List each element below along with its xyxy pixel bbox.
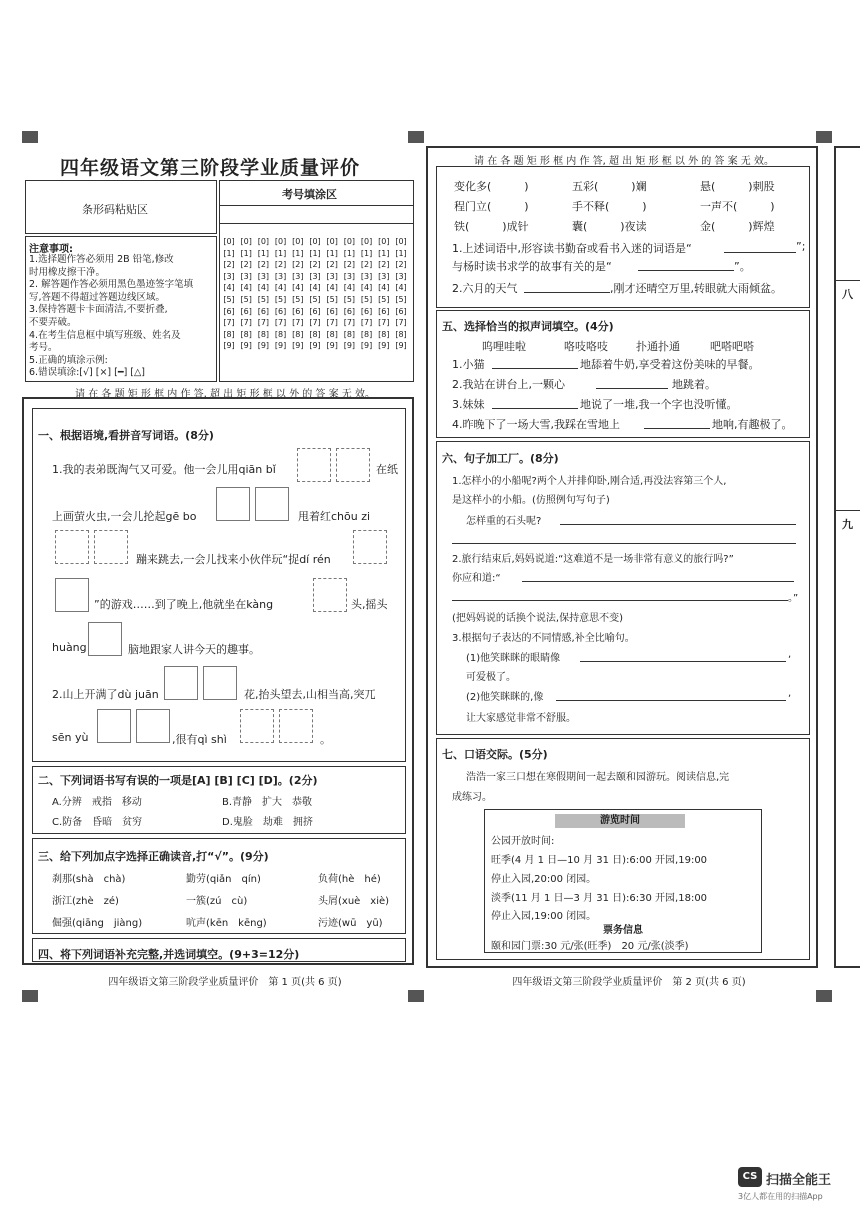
digit-bubble[interactable]: [8] <box>343 329 356 339</box>
q4-sentence: ,刚才还晴空万里,转眼就大雨倾盆。 <box>610 282 782 295</box>
idiom-blank[interactable]: 五彩( )斓 <box>572 180 647 193</box>
q5-sentence: 地响,有趣极了。 <box>712 418 793 431</box>
digit-bubble[interactable]: [3] <box>240 271 252 281</box>
digit-column <box>291 236 305 352</box>
answer-line[interactable] <box>580 661 786 662</box>
idiom-blank[interactable]: 铁( )成针 <box>454 220 529 233</box>
digit-bubble[interactable]: [4] <box>292 283 304 293</box>
digit-column <box>239 236 253 352</box>
digit-column <box>308 236 322 352</box>
note-line: 3.保持答题卡卡面清洁,不要折叠, <box>29 304 168 316</box>
digit-bubble[interactable]: [2] <box>292 260 304 270</box>
digit-bubble[interactable]: [9] <box>326 341 338 351</box>
digit-bubble[interactable]: [2] <box>378 260 390 270</box>
digit-bubble[interactable]: [9] <box>343 341 356 351</box>
q5-title: 五、选择恰当的拟声词填空。(4分) <box>442 320 614 333</box>
digit-column <box>360 236 374 352</box>
digit-bubble[interactable]: [9] <box>395 341 407 351</box>
digit-bubble[interactable]: [4] <box>326 283 338 293</box>
note-line: 考号。 <box>29 342 58 354</box>
answer-box[interactable] <box>203 666 237 700</box>
digit-bubble[interactable]: [2] <box>326 260 338 270</box>
digit-bubble[interactable]: [9] <box>240 341 252 351</box>
answer-box[interactable] <box>94 530 128 564</box>
idiom-blank[interactable]: 程门立( ) <box>454 200 529 213</box>
notes-title: 注意事项: <box>29 244 73 255</box>
digit-bubble[interactable]: [6] <box>326 306 338 316</box>
q7-title: 七、口语交际。(5分) <box>442 748 548 761</box>
idiom-blank[interactable]: 金( )辉煌 <box>700 220 775 233</box>
digit-bubble[interactable]: [8] <box>223 329 235 339</box>
digit-bubble[interactable]: [5] <box>326 294 338 304</box>
park-info-line: 停止入园,19:00 闭园。 <box>491 911 597 922</box>
page-title: 四年级语文第三阶段学业质量评价 <box>60 157 361 179</box>
answer-line[interactable] <box>522 581 794 582</box>
digit-bubble[interactable]: [6] <box>360 306 373 316</box>
digit-column <box>256 236 270 352</box>
q6-sentence: (2)他笑眯眯的,像 <box>466 692 544 703</box>
digit-bubble[interactable]: [0] <box>274 237 287 246</box>
digit-bubble[interactable]: [5] <box>343 294 356 304</box>
answer-box[interactable] <box>164 666 198 700</box>
digit-bubble[interactable]: [3] <box>274 271 287 281</box>
digit-bubble[interactable]: [7] <box>378 318 390 328</box>
digit-bubble[interactable]: [1] <box>395 248 407 258</box>
digit-bubble[interactable]: [4] <box>343 283 356 293</box>
answer-line[interactable] <box>556 700 786 701</box>
q4-sentence: 2.六月的天气 <box>452 282 518 295</box>
answer-box[interactable] <box>279 709 313 743</box>
q6-sentence: 怎样重的石头呢? <box>466 516 542 527</box>
answer-box[interactable] <box>297 448 331 482</box>
park-info-line: 公园开放时间: <box>491 836 555 847</box>
digit-bubble[interactable]: [4] <box>395 283 407 293</box>
q1-text: 上画萤火虫,一会儿抡起gē bo <box>52 510 197 523</box>
page-footer: 四年级语文第三阶段学业质量评价 第 2 页(共 6 页) <box>512 977 746 988</box>
digit-bubble[interactable]: [8] <box>309 329 321 339</box>
answer-box[interactable] <box>97 709 131 743</box>
digit-bubble[interactable]: [2] <box>309 260 321 270</box>
answer-line[interactable] <box>560 524 796 525</box>
q6-sentence: 可爱极了。 <box>466 672 516 683</box>
digit-bubble[interactable]: [6] <box>292 306 304 316</box>
digit-bubble[interactable]: [4] <box>274 283 287 293</box>
q1-text: 甩着红chōu zi <box>298 510 371 523</box>
q1-text: 。 <box>320 733 331 746</box>
digit-bubble[interactable]: [0] <box>257 237 270 246</box>
pronunciation-item[interactable]: 浙江(zhè zé) <box>52 896 119 907</box>
q5-sentence: 3.妹妹 <box>452 398 485 411</box>
digit-bubble[interactable]: [8] <box>292 329 304 339</box>
visit-time-heading: 游览时间 <box>555 814 685 828</box>
answer-box[interactable] <box>88 622 122 656</box>
digit-column <box>342 236 356 352</box>
section-9-label: 九 <box>842 518 853 531</box>
digit-bubble[interactable]: [5] <box>395 294 407 304</box>
digit-bubble[interactable]: [9] <box>257 341 270 351</box>
park-info-line: 停止入园,20:00 闭园。 <box>491 874 597 885</box>
digit-bubble[interactable]: [0] <box>378 237 390 246</box>
answer-box[interactable] <box>336 448 370 482</box>
digit-bubble[interactable]: [7] <box>309 318 321 328</box>
answer-line[interactable] <box>492 408 578 409</box>
q1-text: sēn yù <box>52 731 89 744</box>
answer-box[interactable] <box>136 709 170 743</box>
digit-bubble[interactable]: [9] <box>274 341 287 351</box>
digit-bubble[interactable]: [3] <box>343 271 356 281</box>
digit-bubble[interactable]: [6] <box>395 306 407 316</box>
digit-bubble[interactable]: [1] <box>360 248 373 258</box>
answer-box[interactable] <box>353 530 387 564</box>
answer-box[interactable] <box>55 530 89 564</box>
digit-bubble[interactable]: [1] <box>326 248 338 258</box>
pronunciation-item[interactable]: 污迹(wū yū) <box>318 918 383 929</box>
pronunciation-item[interactable]: 负荷(hè hé) <box>318 874 381 885</box>
digit-bubble[interactable]: [4] <box>223 283 235 293</box>
answer-line[interactable] <box>724 252 796 253</box>
q1-text: 蹦来跳去,一会儿找来小伙伴玩“捉dí rén <box>136 553 331 566</box>
q6-sentence: 是这样小的小船。(仿照例句写句子) <box>452 495 610 506</box>
idiom-blank[interactable]: 悬( )刺股 <box>700 180 775 193</box>
registration-mark <box>22 990 38 1002</box>
answer-line[interactable] <box>638 270 734 271</box>
q4-sentence: ”; <box>796 240 806 253</box>
digit-bubble[interactable]: [6] <box>378 306 390 316</box>
onomatopoeia-option: 吧嗒吧嗒 <box>710 340 754 353</box>
digit-bubble[interactable]: [0] <box>326 237 338 246</box>
digit-bubble[interactable]: [0] <box>292 237 304 246</box>
onomatopoeia-option: 扑通扑通 <box>636 340 680 353</box>
q5-sentence: 1.小猫 <box>452 358 485 371</box>
q3-title: 三、给下列加点字选择正确读音,打“√”。(9分) <box>38 850 269 863</box>
note-line: 4.在考生信息框中填写班级、姓名及 <box>29 329 181 341</box>
note-line: 写,答题不得超过答题边线区域。 <box>29 291 166 303</box>
q2-option-a: A.分辨 戒指 移动 <box>52 797 142 808</box>
digit-bubble[interactable]: [5] <box>240 294 252 304</box>
park-info-card <box>484 809 762 953</box>
idiom-blank[interactable]: 囊( )夜读 <box>572 220 647 233</box>
q1-text: 脑地跟家人讲今天的趣事。 <box>128 643 260 656</box>
digit-bubble[interactable]: [7] <box>343 318 356 328</box>
digit-bubble[interactable]: [8] <box>395 329 407 339</box>
digit-bubble[interactable]: [2] <box>360 260 373 270</box>
section-8-label: 八 <box>842 288 853 301</box>
q1-title: 一、根据语境,看拼音写词语。(8分) <box>38 429 214 442</box>
digit-bubble[interactable]: [5] <box>223 294 235 304</box>
barcode-area <box>25 180 217 234</box>
q4-title: 四、将下列词语补充完整,并选词填空。(9+3=12分) <box>38 948 300 961</box>
q1-text: ,很有qì shì <box>172 733 227 746</box>
pronunciation-item[interactable]: 一簇(zú cù) <box>186 896 248 907</box>
registration-mark <box>408 990 424 1002</box>
q2-option-c: C.防备 昏暗 贫穷 <box>52 817 143 828</box>
digit-bubble[interactable]: [4] <box>309 283 321 293</box>
digit-bubble[interactable]: [0] <box>223 237 235 246</box>
answer-line[interactable] <box>596 388 668 389</box>
digit-bubble[interactable]: [2] <box>223 260 235 270</box>
digit-bubble[interactable]: [1] <box>309 248 321 258</box>
watermark-name: 扫描全能王 <box>766 1173 832 1188</box>
registration-mark <box>816 990 832 1002</box>
page-footer: 四年级语文第三阶段学业质量评价 第 1 页(共 6 页) <box>108 977 342 988</box>
digit-bubble[interactable]: [1] <box>257 248 270 258</box>
q6-sentence: (1)他笑眯眯的眼睛像 <box>466 653 561 664</box>
q4-sentence: ”。 <box>734 260 751 273</box>
barcode-label: 条形码粘贴区 <box>82 203 148 216</box>
q6-sentence: , <box>788 688 792 699</box>
digit-bubble[interactable]: [7] <box>240 318 252 328</box>
digit-bubble[interactable]: [3] <box>257 271 270 281</box>
digit-bubble[interactable]: [2] <box>240 260 252 270</box>
note-line: 6.错误填涂:[√] [×] [━] [△] <box>29 367 146 379</box>
park-info-line: 颐和园门票:30 元/张(旺季) 20 元/张(淡季) <box>491 941 689 952</box>
q1-text: 1.我的表弟既淘气又可爱。他一会儿用qiān bǐ <box>52 463 276 476</box>
digit-bubble[interactable]: [5] <box>360 294 373 304</box>
digit-bubble[interactable]: [5] <box>378 294 390 304</box>
q4-sentence: 1.上述词语中,形容读书勤奋或看书入迷的词语是“ <box>452 242 692 255</box>
digit-bubble[interactable]: [2] <box>343 260 356 270</box>
q6-sentence: 你应和道:“ <box>452 573 501 584</box>
digit-column <box>222 236 236 352</box>
note-line: 1.选择题作答必须用 2B 铅笔,修改 <box>29 254 174 265</box>
ticket-heading: 票务信息 <box>603 925 643 936</box>
answer-box[interactable] <box>240 709 274 743</box>
q1-text: 花,抬头望去,山相当高,突兀 <box>244 688 376 701</box>
onomatopoeia-option: 呜哩哇啦 <box>482 340 526 353</box>
q6-sentence: 2.旅行结束后,妈妈说道:“这难道不是一场非常有意义的旅行吗?” <box>452 554 734 565</box>
q2-option-d: D.鬼脸 劫难 拥挤 <box>222 817 313 828</box>
pronunciation-item[interactable]: 刹那(shà chà) <box>52 874 126 885</box>
page3-edge <box>834 146 860 968</box>
digit-bubble[interactable]: [2] <box>274 260 287 270</box>
digit-bubble[interactable]: [1] <box>240 248 252 258</box>
q1-text: 2.山上开满了dù juān <box>52 688 159 701</box>
q1-text: ”的游戏……到了晚上,他就坐在kàng <box>94 598 274 611</box>
digit-bubble[interactable]: [8] <box>378 329 390 339</box>
digit-bubble[interactable]: [7] <box>326 318 338 328</box>
digit-bubble[interactable]: [3] <box>360 271 373 281</box>
registration-mark <box>22 131 38 143</box>
pronunciation-item[interactable]: 勤劳(qiǎn qín) <box>186 874 261 885</box>
digit-bubble[interactable]: [6] <box>223 306 235 316</box>
digit-bubble[interactable]: [9] <box>292 341 304 351</box>
q5-sentence: 地舔着牛奶,享受着这份美味的早餐。 <box>580 358 760 371</box>
q2-title: 二、下列词语书写有误的一项是[A] [B] [C] [D]。(2分) <box>38 774 318 787</box>
digit-bubble[interactable]: [9] <box>360 341 373 351</box>
answer-line[interactable] <box>524 292 610 293</box>
digit-bubble[interactable]: [4] <box>378 283 390 293</box>
registration-mark <box>408 131 424 143</box>
digit-bubble[interactable]: [6] <box>309 306 321 316</box>
park-info-line: 旺季(4 月 1 日—10 月 31 日):6:00 开园,19:00 <box>491 855 708 866</box>
digit-bubble[interactable]: [0] <box>309 237 321 246</box>
answer-box[interactable] <box>216 487 250 521</box>
digit-bubble[interactable]: [8] <box>240 329 252 339</box>
digit-bubble[interactable]: [0] <box>343 237 356 246</box>
q6-sentence: 1.怎样小的小船呢?两个人并排仰卧,刚合适,再没法容第三个人, <box>452 476 727 487</box>
digit-bubble[interactable]: [3] <box>395 271 407 281</box>
q7-intro: 成练习。 <box>452 792 492 803</box>
answer-line[interactable] <box>452 543 796 544</box>
q1-text: 头,摇头 <box>351 598 388 611</box>
digit-bubble[interactable]: [8] <box>257 329 270 339</box>
digit-bubble[interactable]: [6] <box>274 306 287 316</box>
q5-sentence: 地跳着。 <box>672 378 716 391</box>
answer-line[interactable] <box>644 428 710 429</box>
pronunciation-item[interactable]: 倔强(qiāng jiàng) <box>52 918 143 929</box>
digit-bubble[interactable]: [8] <box>274 329 287 339</box>
answer-box[interactable] <box>55 578 89 612</box>
digit-bubble[interactable]: [4] <box>240 283 252 293</box>
onomatopoeia-option: 咯吱咯吱 <box>564 340 608 353</box>
digit-bubble[interactable]: [9] <box>223 341 235 351</box>
digit-column <box>325 236 339 352</box>
note-line: 时用橡皮擦干净。 <box>29 266 106 278</box>
digit-bubble[interactable]: [1] <box>274 248 287 258</box>
q6-sentence: (把妈妈说的话换个说法,保持意思不变) <box>452 613 623 624</box>
digit-bubble[interactable]: [3] <box>223 271 235 281</box>
pronunciation-item[interactable]: 头屑(xuè xiè) <box>318 896 390 907</box>
q6-sentence: 。” <box>788 593 799 604</box>
digit-bubble[interactable]: [6] <box>257 306 270 316</box>
idiom-blank[interactable]: 一声不( ) <box>700 200 775 213</box>
q7-intro: 浩浩一家三口想在寒假期间一起去颐和园游玩。阅读信息,完 <box>466 772 730 783</box>
digit-bubble[interactable]: [5] <box>292 294 304 304</box>
digit-bubble[interactable]: [1] <box>343 248 356 258</box>
digit-bubble[interactable]: [4] <box>360 283 373 293</box>
digit-bubble[interactable]: [1] <box>223 248 235 258</box>
answer-notice: 请 在 各 题 矩 形 框 内 作 答, 超 出 矩 形 框 以 外 的 答 案 无 效。 <box>75 389 375 400</box>
registration-mark <box>816 131 832 143</box>
digit-column <box>274 236 288 352</box>
idiom-blank[interactable]: 手不释( ) <box>572 200 647 213</box>
answer-box[interactable] <box>255 487 289 521</box>
digit-bubble[interactable]: [5] <box>309 294 321 304</box>
park-info-line: 淡季(11 月 1 日—3 月 31 日):6:30 开园,18:00 <box>491 893 708 904</box>
q5-sentence: 地说了一堆,我一个字也没听懂。 <box>580 398 738 411</box>
answer-box[interactable] <box>313 578 347 612</box>
digit-bubble[interactable]: [5] <box>274 294 287 304</box>
digit-column <box>377 236 391 352</box>
answer-notice: 请 在 各 题 矩 形 框 内 作 答, 超 出 矩 形 框 以 外 的 答 案 无 效。 <box>474 156 774 167</box>
digit-bubble[interactable]: [1] <box>292 248 304 258</box>
q5-sentence: 4.昨晚下了一场大雪,我踩在雪地上 <box>452 418 620 431</box>
digit-bubble[interactable]: [3] <box>309 271 321 281</box>
digit-bubble[interactable]: [7] <box>360 318 373 328</box>
digit-bubble[interactable]: [1] <box>378 248 390 258</box>
q6-sentence: 让大家感觉非常不舒服。 <box>466 713 576 724</box>
digit-bubble[interactable]: [8] <box>360 329 373 339</box>
camscanner-logo: CS <box>738 1167 762 1187</box>
notes-box <box>25 236 217 382</box>
q5-sentence: 2.我站在讲台上,一颗心 <box>452 378 565 391</box>
digit-bubble[interactable]: [3] <box>292 271 304 281</box>
answer-line[interactable] <box>492 368 578 369</box>
watermark-slogan: 3亿人都在用的扫描App <box>738 1192 823 1201</box>
digit-bubble[interactable]: [2] <box>395 260 407 270</box>
digit-bubble[interactable]: [7] <box>274 318 287 328</box>
digit-bubble[interactable]: [6] <box>240 306 252 316</box>
digit-bubble[interactable]: [2] <box>257 260 270 270</box>
note-line: 不要弄破。 <box>29 316 77 328</box>
digit-bubble[interactable]: [5] <box>257 294 270 304</box>
q1-text: 在纸 <box>376 463 398 476</box>
q1-text: huàng <box>52 641 87 654</box>
digit-column <box>394 236 408 352</box>
note-line: 5.正确的填涂示例: <box>29 354 108 366</box>
idiom-blank[interactable]: 变化多( ) <box>454 180 529 193</box>
digit-bubble[interactable]: [4] <box>257 283 270 293</box>
digit-bubble[interactable]: [3] <box>326 271 338 281</box>
digit-bubble[interactable]: [7] <box>395 318 407 328</box>
note-line: 2. 解答题作答必须用黑色墨迹签字笔填 <box>29 279 194 291</box>
digit-bubble[interactable]: [0] <box>395 237 407 246</box>
digit-bubble[interactable]: [9] <box>309 341 321 351</box>
digit-bubble[interactable]: [7] <box>257 318 270 328</box>
digit-bubble[interactable]: [6] <box>343 306 356 316</box>
q2-option-b: B.青静 扩大 恭敬 <box>222 797 313 808</box>
q4-sentence: 与杨时读书求学的故事有关的是“ <box>452 260 612 273</box>
digit-bubble[interactable]: [7] <box>223 318 235 328</box>
answer-line[interactable] <box>452 600 788 601</box>
digit-bubble[interactable]: [0] <box>360 237 373 246</box>
exam-number-label: 考号填涂区 <box>282 188 337 201</box>
q6-sentence: 3.根据句子表达的不同情感,补全比喻句。 <box>452 633 635 644</box>
pronunciation-item[interactable]: 吭声(kēn kēng) <box>186 918 267 929</box>
digit-bubble[interactable]: [3] <box>378 271 390 281</box>
q6-title: 六、句子加工厂。(8分) <box>442 452 559 465</box>
digit-bubble[interactable]: [9] <box>378 341 390 351</box>
digit-bubble[interactable]: [7] <box>292 318 304 328</box>
digit-bubble[interactable]: [8] <box>326 329 338 339</box>
digit-bubble[interactable]: [0] <box>240 237 252 246</box>
q6-sentence: , <box>788 649 792 660</box>
